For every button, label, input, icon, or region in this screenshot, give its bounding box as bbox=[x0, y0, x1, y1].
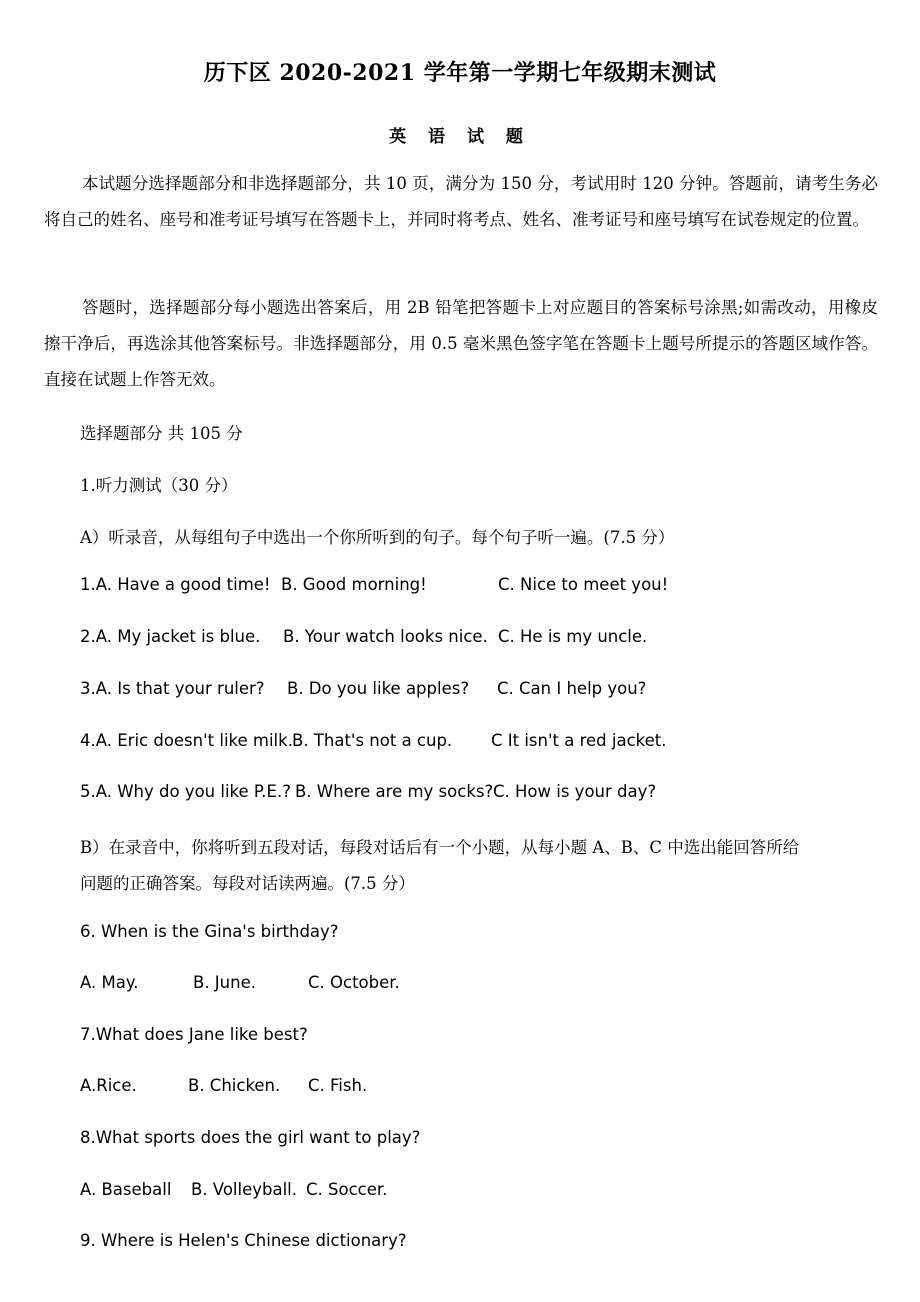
page-title: 历下区 2020-2021 学年第一学期七年级期末测试 bbox=[203, 60, 717, 86]
option-c: C. How is your day? bbox=[493, 782, 657, 801]
option-a: A.Rice. bbox=[80, 1076, 137, 1095]
option-a: 5.A. Why do you like P.E.? bbox=[80, 782, 291, 801]
question-row-4 bbox=[0, 731, 920, 755]
question-row-1 bbox=[0, 575, 920, 599]
question-row-3 bbox=[0, 679, 920, 703]
part-1-heading: 1.听力测试（30 分） bbox=[80, 476, 238, 495]
instruction-paragraph-1: 本试题分选择题部分和非选择题部分，共 10 页，满分为 150 分，考试用时 120 分钟。答题前，请考生务必将自己的姓名、座号和准考证号填写在答题卡上，并同时将考点、姓名、准考证号和座号填写在试卷规定的位置。 bbox=[44, 174, 878, 229]
question-6-options bbox=[0, 973, 920, 997]
question-row-5 bbox=[0, 782, 920, 806]
question-7-options bbox=[0, 1076, 920, 1100]
question-6: 6. When is the Gina's birthday? bbox=[80, 922, 339, 941]
option-b: B. Do you like apples? bbox=[287, 679, 470, 698]
question-8-options bbox=[0, 1180, 920, 1204]
option-b: B. Volleyball. bbox=[191, 1180, 297, 1199]
option-c: C. Can I help you? bbox=[497, 679, 647, 698]
option-b: B. Where are my socks? bbox=[295, 782, 494, 801]
instruction-paragraph-2: 答题时，选择题部分每小题选出答案后，用 2B 铅笔把答题卡上对应题目的答案标号涂黑;如需改动，用橡皮擦干净后，再选涂其他答案标号。非选择题部分，用 0.5 毫米黑色签字笔在答题卡上题号所提示的答题区域作答。直接在试题上作答无效。 bbox=[44, 298, 878, 389]
option-a: 2.A. My jacket is blue. bbox=[80, 627, 261, 646]
option-c: C. Fish. bbox=[308, 1076, 368, 1095]
option-c: C. October. bbox=[308, 973, 400, 992]
part-b-instruction-line-2: 问题的正确答案。每段对话读两遍。(7.5 分） bbox=[80, 874, 415, 893]
question-7: 7.What does Jane like best? bbox=[80, 1025, 308, 1044]
part-a-instruction: A）听录音，从每组句子中选出一个你所听到的句子。每个句子听一遍。(7.5 分） bbox=[80, 528, 675, 547]
page-subtitle: 英 语 试 题 bbox=[389, 127, 531, 147]
question-9: 9. Where is Helen's Chinese dictionary? bbox=[80, 1231, 407, 1250]
option-b: B. Chicken. bbox=[188, 1076, 281, 1095]
section-heading: 选择题部分 共 105 分 bbox=[80, 424, 243, 443]
option-c: C. Nice to meet you! bbox=[498, 575, 669, 594]
option-b: B. Your watch looks nice. bbox=[283, 627, 488, 646]
question-row-2 bbox=[0, 627, 920, 651]
option-c: C. Soccer. bbox=[306, 1180, 388, 1199]
option-a: 4.A. Eric doesn't like milk. bbox=[80, 731, 293, 750]
option-b: B. June. bbox=[193, 973, 256, 992]
question-8: 8.What sports does the girl want to play? bbox=[80, 1128, 421, 1147]
option-b: B. That's not a cup. bbox=[292, 731, 453, 750]
option-a: 1.A. Have a good time! bbox=[80, 575, 271, 594]
part-b-instruction-line-1: B）在录音中，你将听到五段对话，每段对话后有一个小题，从每小题 A、B、C 中选出能回答所给 bbox=[80, 838, 800, 857]
option-c: C. He is my uncle. bbox=[498, 627, 648, 646]
option-c: C It isn't a red jacket. bbox=[491, 731, 667, 750]
option-a: A. Baseball bbox=[80, 1180, 172, 1199]
option-b: B. Good morning! bbox=[281, 575, 427, 594]
option-a: 3.A. Is that your ruler? bbox=[80, 679, 265, 698]
option-a: A. May. bbox=[80, 973, 139, 992]
